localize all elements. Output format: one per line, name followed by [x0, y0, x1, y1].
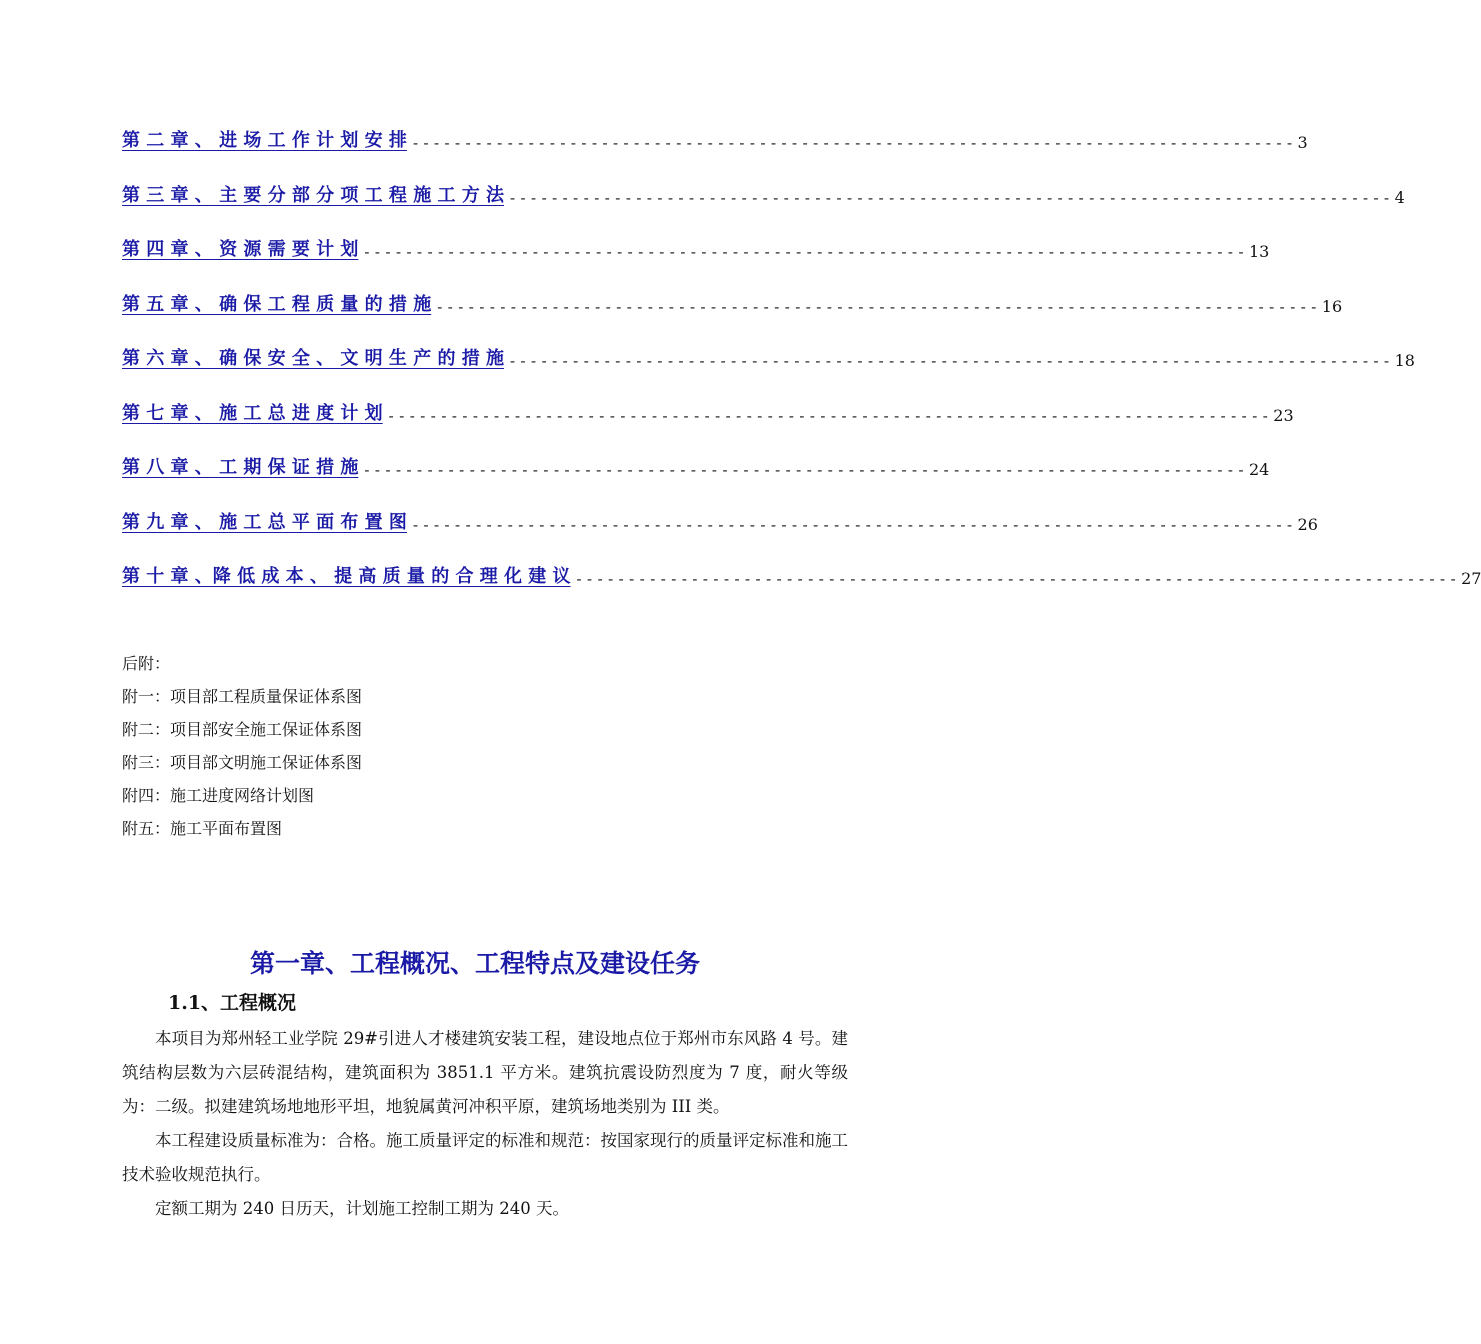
toc-link-ch5[interactable]: 第 五 章 、 确 保 工 程 质 量 的 措 施 [122, 293, 432, 315]
appendix-item: 附四：施工进度网络计划图 [122, 786, 315, 805]
toc-page-number: 23 [1273, 405, 1294, 425]
toc-leader: ------------------------------------------------------------------------------------ [435, 297, 1320, 316]
appendix-list [122, 650, 362, 848]
appendix-item: 附一：项目部工程质量保证体系图 [122, 687, 363, 706]
toc-page-number: 13 [1249, 242, 1270, 261]
toc-link-ch4[interactable]: 第 四 章 、 资 源 需 要 计 划 [122, 239, 359, 260]
toc-leader: ------------------------------------------------------------------------------------ [508, 188, 1393, 207]
toc-link-ch10[interactable]: 第 十 章 、降 低 成 本 、 提 高 质 量 的 合 理 化 建 议 [122, 566, 571, 587]
toc-entry-ch6 [122, 340, 1415, 370]
toc-entry-ch3 [122, 177, 1405, 207]
toc-leader: ------------------------------------------------------------------------------------ [362, 461, 1247, 479]
toc-page-number: 4 [1394, 187, 1405, 207]
chapter-title: 第一章、工程概况、工程特点及建设任务 [249, 949, 700, 978]
toc-leader: ------------------------------------------------------------------------------------ [574, 570, 1460, 588]
toc-link-ch3[interactable]: 第 三 章 、 主 要 分 部 分 项 工 程 施 工 方 法 [122, 184, 504, 206]
section-body [122, 1022, 848, 1226]
toc-page-number: 24 [1249, 460, 1270, 479]
body-paragraph: 本工程建设质量标准为：合格。施工质量评定的标准和规范：按国家现行的质量评定标准和施工技术验收规范执行。 [122, 1131, 848, 1184]
toc-entry-ch8 [122, 449, 1270, 479]
toc-entry-ch9 [122, 504, 1318, 534]
toc-link-ch6[interactable]: 第 六 章 、 确 保 安 全 、 文 明 生 产 的 措 施 [122, 348, 504, 369]
toc-entry-ch5 [122, 286, 1343, 316]
toc-leader: ------------------------------------------------------------------------------------ [386, 406, 1272, 425]
toc-page-number: 3 [1297, 133, 1308, 152]
appendix-item: 附三：项目部文明施工保证体系图 [122, 753, 363, 772]
toc-link-ch9[interactable]: 第 九 章 、 施 工 总 平 面 布 置 图 [122, 511, 407, 533]
appendix-item: 附二：项目部安全施工保证体系图 [122, 720, 363, 739]
toc-entry-ch2 [122, 122, 1308, 152]
toc-leader: ------------------------------------------------------------------------------------ [362, 243, 1247, 261]
toc-link-ch8[interactable]: 第 八 章 、 工 期 保 证 措 施 [122, 457, 359, 478]
toc-entry-ch4 [122, 231, 1270, 261]
toc-entry-ch7 [122, 395, 1294, 425]
body-paragraph: 定额工期为 240 日历天，计划施工控制工期为 240 天。 [155, 1199, 569, 1218]
toc-page-number: 16 [1321, 296, 1343, 316]
toc-page-number: 27 [1461, 569, 1481, 588]
body-paragraph: 本项目为郑州轻工业学院 29#引进人才楼建筑安装工程，建设地点位于郑州市东风路 4 号。建筑结构层数为六层砖混结构，建筑面积为 3851.1 平方米。建筑抗震设防烈度为 7 度，耐火等级为：二级。拟建建筑场地地形平坦，地貌属黄河冲积平原，建筑场地类别为 III 类。 [122, 1029, 848, 1116]
section-title: 1.1、工程概况 [168, 992, 297, 1014]
toc-page-number: 26 [1297, 514, 1318, 534]
appendix-heading: 后附： [122, 654, 171, 673]
toc-leader: ------------------------------------------------------------------------------------ [410, 515, 1296, 534]
toc-leader: ------------------------------------------------------------------------------------ [508, 352, 1393, 370]
toc-link-ch2[interactable]: 第 二 章 、 进 场 工 作 计 划 安 排 [122, 130, 407, 151]
toc-entry-ch10 [122, 558, 1481, 588]
toc-leader: ------------------------------------------------------------------------------------ [410, 134, 1296, 152]
appendix-item: 附五：施工平面布置图 [122, 819, 283, 838]
toc-link-ch7[interactable]: 第 七 章 、 施 工 总 进 度 计 划 [122, 402, 383, 424]
toc-page-number: 18 [1394, 351, 1415, 370]
table-of-contents [122, 122, 1481, 613]
